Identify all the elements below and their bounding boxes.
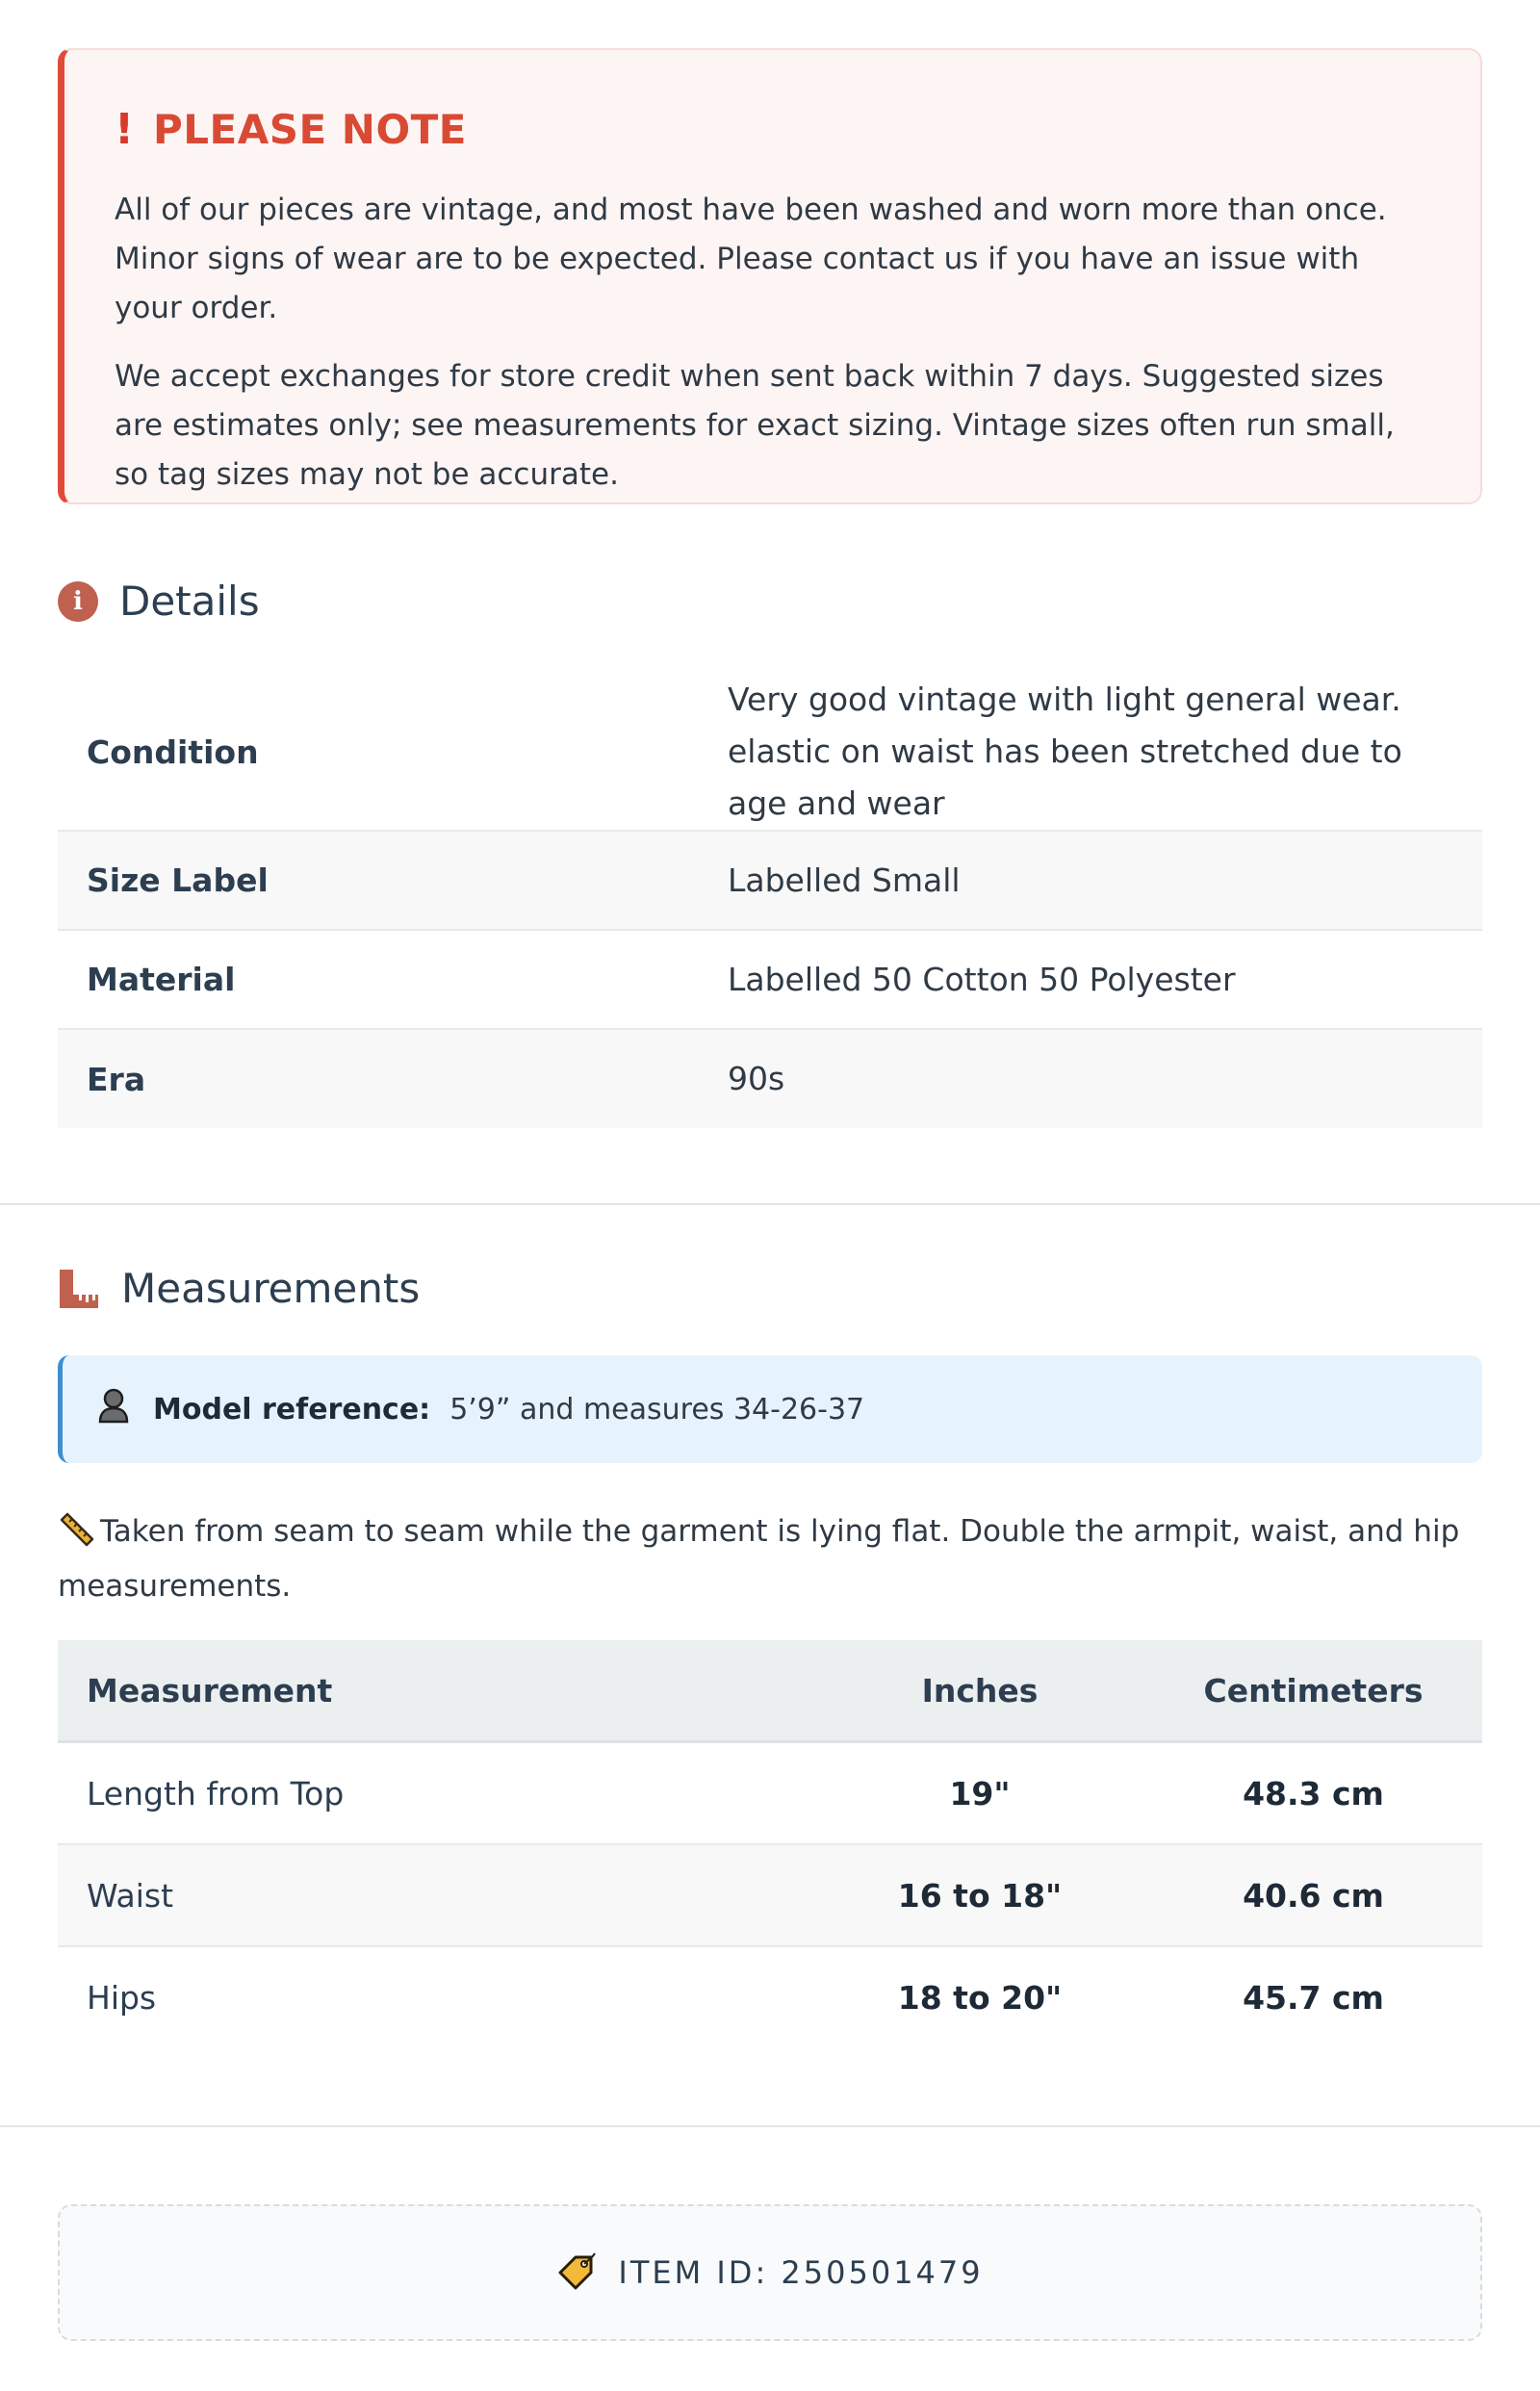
model-reference-label: Model reference: — [153, 1392, 431, 1427]
measurements-table — [58, 1640, 1482, 2047]
details-heading — [58, 578, 260, 625]
details-row-condition — [58, 674, 1482, 831]
measurements-title: Measurements — [121, 1265, 421, 1312]
details-label: Condition — [58, 674, 699, 831]
model-reference-value: 5’9” and measures 34-26-37 — [449, 1392, 865, 1427]
header-inches: Inches — [815, 1640, 1144, 1742]
notice-paragraph-2: We accept exchanges for store credit when sent back within 7 days. Suggested sizes are estimates only; see measurements for exact sizing. Vintage sizes often run small, so tag sizes may not be accurate. — [115, 359, 1395, 492]
measurement-inches: 19" — [815, 1742, 1144, 1845]
table-row — [58, 1742, 1482, 1845]
table-row — [58, 1946, 1482, 2047]
measurement-name: Hips — [87, 1978, 157, 2017]
measurement-cm: 40.6 cm — [1144, 1844, 1482, 1946]
table-row — [58, 1844, 1482, 1946]
details-table — [58, 674, 1482, 1128]
measurement-name: Length from Top — [58, 1742, 815, 1845]
item-id-label: ITEM ID: 250501479 — [618, 2254, 984, 2291]
section-divider — [0, 1203, 1540, 1205]
measurements-header-row — [58, 1640, 1482, 1742]
details-label: Size Label — [58, 831, 699, 930]
notice-header — [115, 106, 1430, 153]
details-value: Labelled Small — [699, 831, 1482, 930]
tag-icon — [556, 2251, 597, 2294]
measurement-note — [58, 1507, 1482, 1611]
details-label: Material — [58, 930, 699, 1029]
header-measurement: Measurement — [58, 1640, 815, 1742]
header-centimeters: Centimeters — [1144, 1640, 1482, 1742]
notice-paragraph-1: All of our pieces are vintage, and most have been washed and worn more than once. Minor signs of wear are to be expected. Please contact us if you have an issue with your order. — [115, 193, 1387, 325]
please-note-box — [58, 48, 1482, 504]
details-value: Very good vintage with light general wear. elastic on waist has been stretched due to age and wear — [699, 674, 1482, 831]
info-icon: i — [58, 581, 98, 622]
measurement-cm: 48.3 cm — [1144, 1742, 1482, 1845]
notice-title: PLEASE NOTE — [153, 106, 467, 153]
measurement-name: Waist — [58, 1844, 815, 1946]
person-icon — [97, 1387, 130, 1431]
measurements-heading — [58, 1265, 420, 1312]
ruler-icon — [58, 1268, 100, 1310]
details-row-material — [58, 930, 1482, 1029]
details-title: Details — [119, 578, 260, 625]
pencil-ruler-icon — [58, 1512, 94, 1562]
measurement-note-text: Taken from seam to seam while the garment is lying flat. Double the armpit, waist, and hip measurements. — [58, 1514, 1460, 1604]
details-label: Era — [58, 1029, 699, 1128]
measurement-inches: 16 to 18" — [815, 1844, 1144, 1946]
details-value: Labelled 50 Cotton 50 Polyester — [699, 930, 1482, 1029]
details-row-era — [58, 1029, 1482, 1128]
measurement-inches: 18 to 20" — [897, 1978, 1063, 2017]
details-row-size-label — [58, 831, 1482, 930]
model-reference-callout — [58, 1355, 1482, 1463]
section-divider — [0, 2125, 1540, 2127]
details-value: 90s — [699, 1029, 1482, 1128]
exclamation-icon: ! — [115, 104, 135, 154]
measurement-cm: 45.7 cm — [1243, 1978, 1384, 2017]
item-id-box — [58, 2204, 1482, 2341]
